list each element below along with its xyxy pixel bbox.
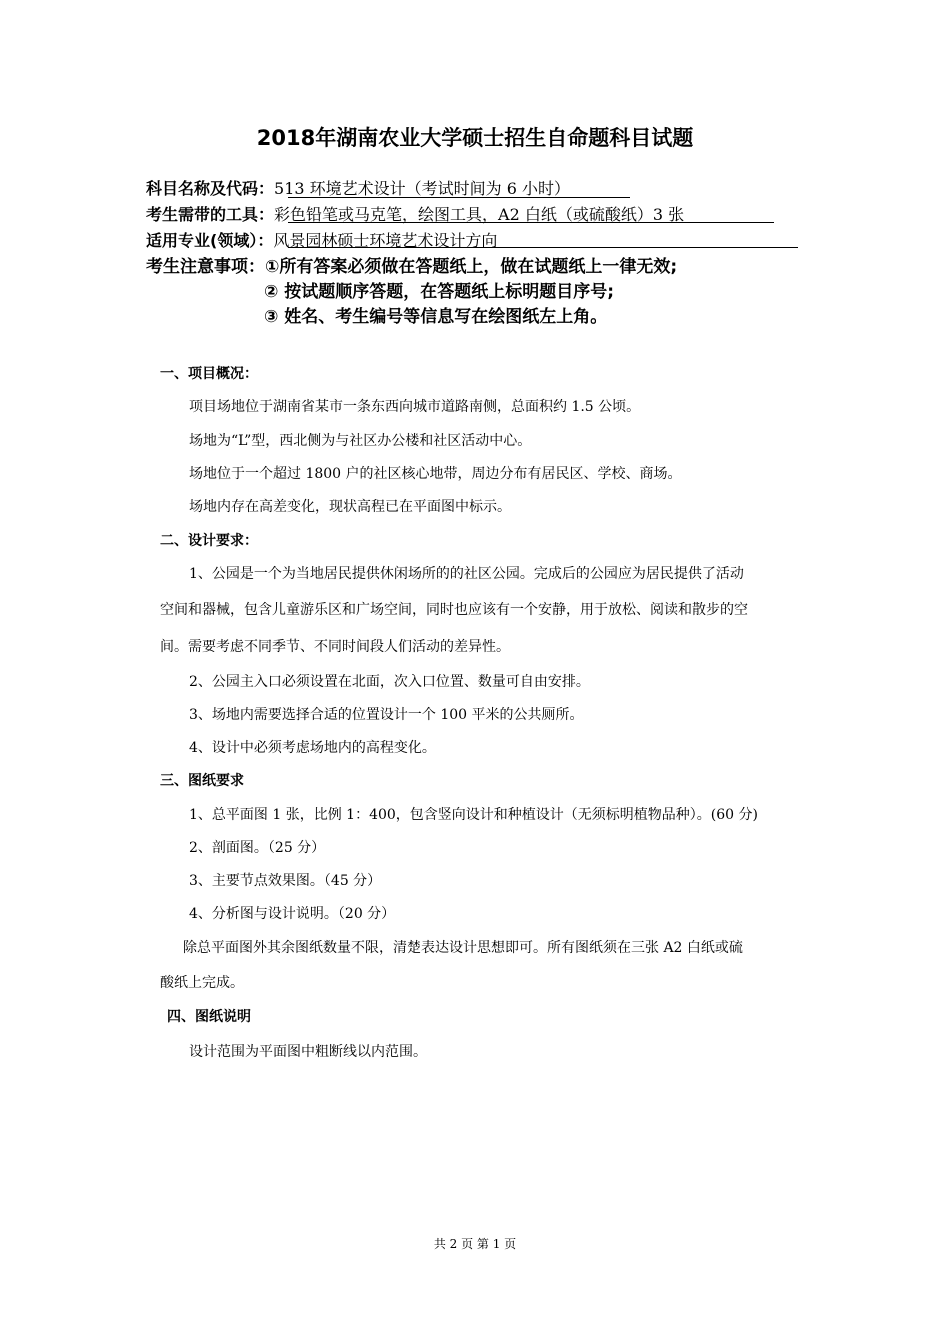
subject-label: 科目名称及代码： [146,179,275,198]
paragraph: 1、总平面图 1 张，比例 1：400，包含竖向设计和种植设计（无须标明植物品种）。(60 分) [189,807,758,823]
paragraph: 2、剖面图。（25 分） [189,840,326,856]
paragraph: 空间和器械，包含儿童游乐区和广场空间，同时也应该有一个安静，用于放松、阅读和散步的空 [160,602,748,618]
subject-underline [288,197,630,198]
subject-value: 513 环境艺术设计（考试时间为 6 小时） [274,179,570,198]
subject-row [146,176,570,199]
paragraph: 1、公园是一个为当地居民提供休闲场所的的社区公园。完成后的公园应为居民提供了活动 [189,566,744,582]
major-underline [288,247,798,248]
section-heading-3: 三、图纸要求 [160,773,244,789]
page-footer: 共 2 页 第 1 页 [433,1237,517,1251]
page-title: 2018年湖南农业大学硕士招生自命题科目试题 [256,126,694,150]
paragraph: 4、设计中必须考虑场地内的高程变化。 [189,740,436,756]
paragraph: 场地为“L”型，西北侧为与社区办公楼和社区活动中心。 [189,433,532,449]
paragraph: 2、公园主入口必须设置在北面，次入口位置、数量可自由安排。 [189,674,590,690]
section-heading-2: 二、设计要求： [160,533,258,549]
major-label: 适用专业(领域）： [146,231,274,250]
paragraph: 间。需要考虑不同季节、不同时间段人们活动的差异性。 [160,639,510,655]
notes-label: 考生注意事项： [146,257,265,277]
paragraph: 酸纸上完成。 [160,975,244,991]
paragraph: 3、主要节点效果图。（45 分） [189,873,382,889]
paragraph: 设计范围为平面图中粗断线以内范围。 [189,1044,427,1060]
notes-item-3: ③ 姓名、考生编号等信息写在绘图纸左上角。 [264,307,608,327]
paragraph: 除总平面图外其余图纸数量不限，清楚表达设计思想即可。所有图纸须在三张 A2 白纸或硫 [183,940,743,956]
paragraph: 场地内存在高差变化，现状高程已在平面图中标示。 [189,499,511,515]
paragraph: 4、分析图与设计说明。（20 分） [189,906,396,922]
paragraph: 场地位于一个超过 1800 户的社区核心地带，周边分布有居民区、学校、商场。 [189,466,682,482]
tools-underline [288,222,774,223]
major-value: 风景园林硕士环境艺术设计方向 [273,231,498,250]
notes-item-1: ①所有答案必须做在答题纸上，做在试题纸上一律无效; [265,257,678,277]
tools-value: 彩色铅笔或马克笔，绘图工具，A2 白纸（或硫酸纸）3 张 [274,205,685,224]
tools-label: 考生需带的工具： [146,205,275,224]
notes-row-1 [146,252,677,277]
section-heading-1: 一、项目概况： [160,366,258,382]
paragraph: 项目场地位于湖南省某市一条东西向城市道路南侧，总面积约 1.5 公顷。 [189,399,641,415]
notes-item-2: ② 按试题顺序答题，在答题纸上标明题目序号; [264,282,615,302]
section-heading-4: 四、图纸说明 [167,1009,251,1025]
paragraph: 3、场地内需要选择合适的位置设计一个 100 平米的公共厕所。 [189,707,584,723]
